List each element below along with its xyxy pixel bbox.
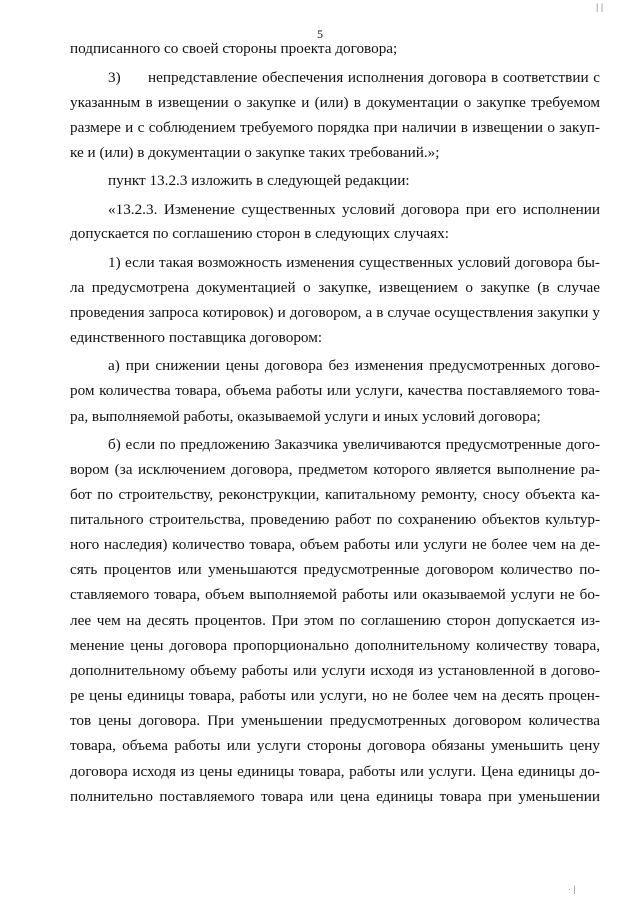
text-line: ставляемого товара, объем выполняемой работы или оказываемой услуги не бо- xyxy=(70,586,600,603)
text-line: лее чем на десять процентов. При этом по соглашению сторон допускается из- xyxy=(70,612,600,629)
list-item-3 xyxy=(108,68,600,88)
list-number: 3) xyxy=(108,69,121,86)
text-line: ного наследия) количество товара, объем работы или услуги не более чем на де- xyxy=(70,536,600,553)
text-line: тов цены договора. При уменьшении предусмотренных договором количества xyxy=(70,712,600,729)
text-line: «13.2.3. Изменение существенных условий договора при его исполнении xyxy=(108,201,600,218)
text-line: допускается по соглашению сторон в следующих случаях: xyxy=(70,225,449,242)
text-line: а) при снижении цены договора без изменения предусмотренных догово- xyxy=(108,357,600,374)
text-line: проведения запроса котировок) и договором, а в случае осуществления закупки у xyxy=(70,304,600,321)
text-line: ла предусмотрена документацией о закупке, извещением о закупке (в случае xyxy=(70,279,600,296)
scan-artifact: · | xyxy=(568,884,576,894)
text-line: размере и с соблюдением требуемого порядка при наличии в извещении о закуп- xyxy=(70,119,600,136)
scan-artifact: | | xyxy=(596,2,604,12)
text-line: ке и (или) в документации о закупке таких требований.»; xyxy=(70,144,440,161)
text-line: договора исходя из цены единицы товара, работы или услуги. Цена единицы до- xyxy=(70,763,600,780)
text-line: указанным в извещении о закупке и (или) в документации о закупке требуемом xyxy=(70,94,600,111)
text-line: менение цены договора пропорционально дополнительному количеству товара, xyxy=(70,637,600,654)
text-line: пункт 13.2.3 изложить в следующей редакции: xyxy=(108,172,410,189)
text-line: 1) если такая возможность изменения существенных условий договора бы- xyxy=(108,254,600,271)
text-line: полнительно поставляемого товара или цена единицы товара при уменьшении xyxy=(70,788,600,805)
text-line: единственного поставщика договором: xyxy=(70,329,323,346)
text-line: питального строительства, проведению работ по сохранению объектов культур- xyxy=(70,511,600,528)
text-line: товара, объема работы или услуги стороны договора обязаны уменьшить цену xyxy=(70,737,600,754)
text-line: сять процентов или уменьшаются предусмотренные договором количество по- xyxy=(70,561,600,578)
text-line: непредставление обеспечения исполнения договора в соответствии с xyxy=(148,69,600,86)
text-line: ром количества товара, объема работы или услуги, качества поставляемого това- xyxy=(70,382,600,399)
text-line: дополнительному объему работы или услуги исходя из установленной в догово- xyxy=(70,662,600,679)
text-line: бот по строительству, реконструкции, капитальному ремонту, сносу объекта ка- xyxy=(70,486,600,503)
text-line: вором (за исключением договора, предметом которого является выполнение ра- xyxy=(70,461,600,478)
page-number: 5 xyxy=(317,27,323,41)
text-line: ра, выполняемой работы, оказываемой услуги и иных условий договора; xyxy=(70,408,541,425)
text-line: подписанного со своей стороны проекта договора; xyxy=(70,40,398,57)
text-line: б) если по предложению Заказчика увеличиваются предусмотренные дого- xyxy=(108,436,600,453)
text-line: ре цены единицы товара, работы или услуги, но не более чем на десять процен- xyxy=(70,687,600,704)
